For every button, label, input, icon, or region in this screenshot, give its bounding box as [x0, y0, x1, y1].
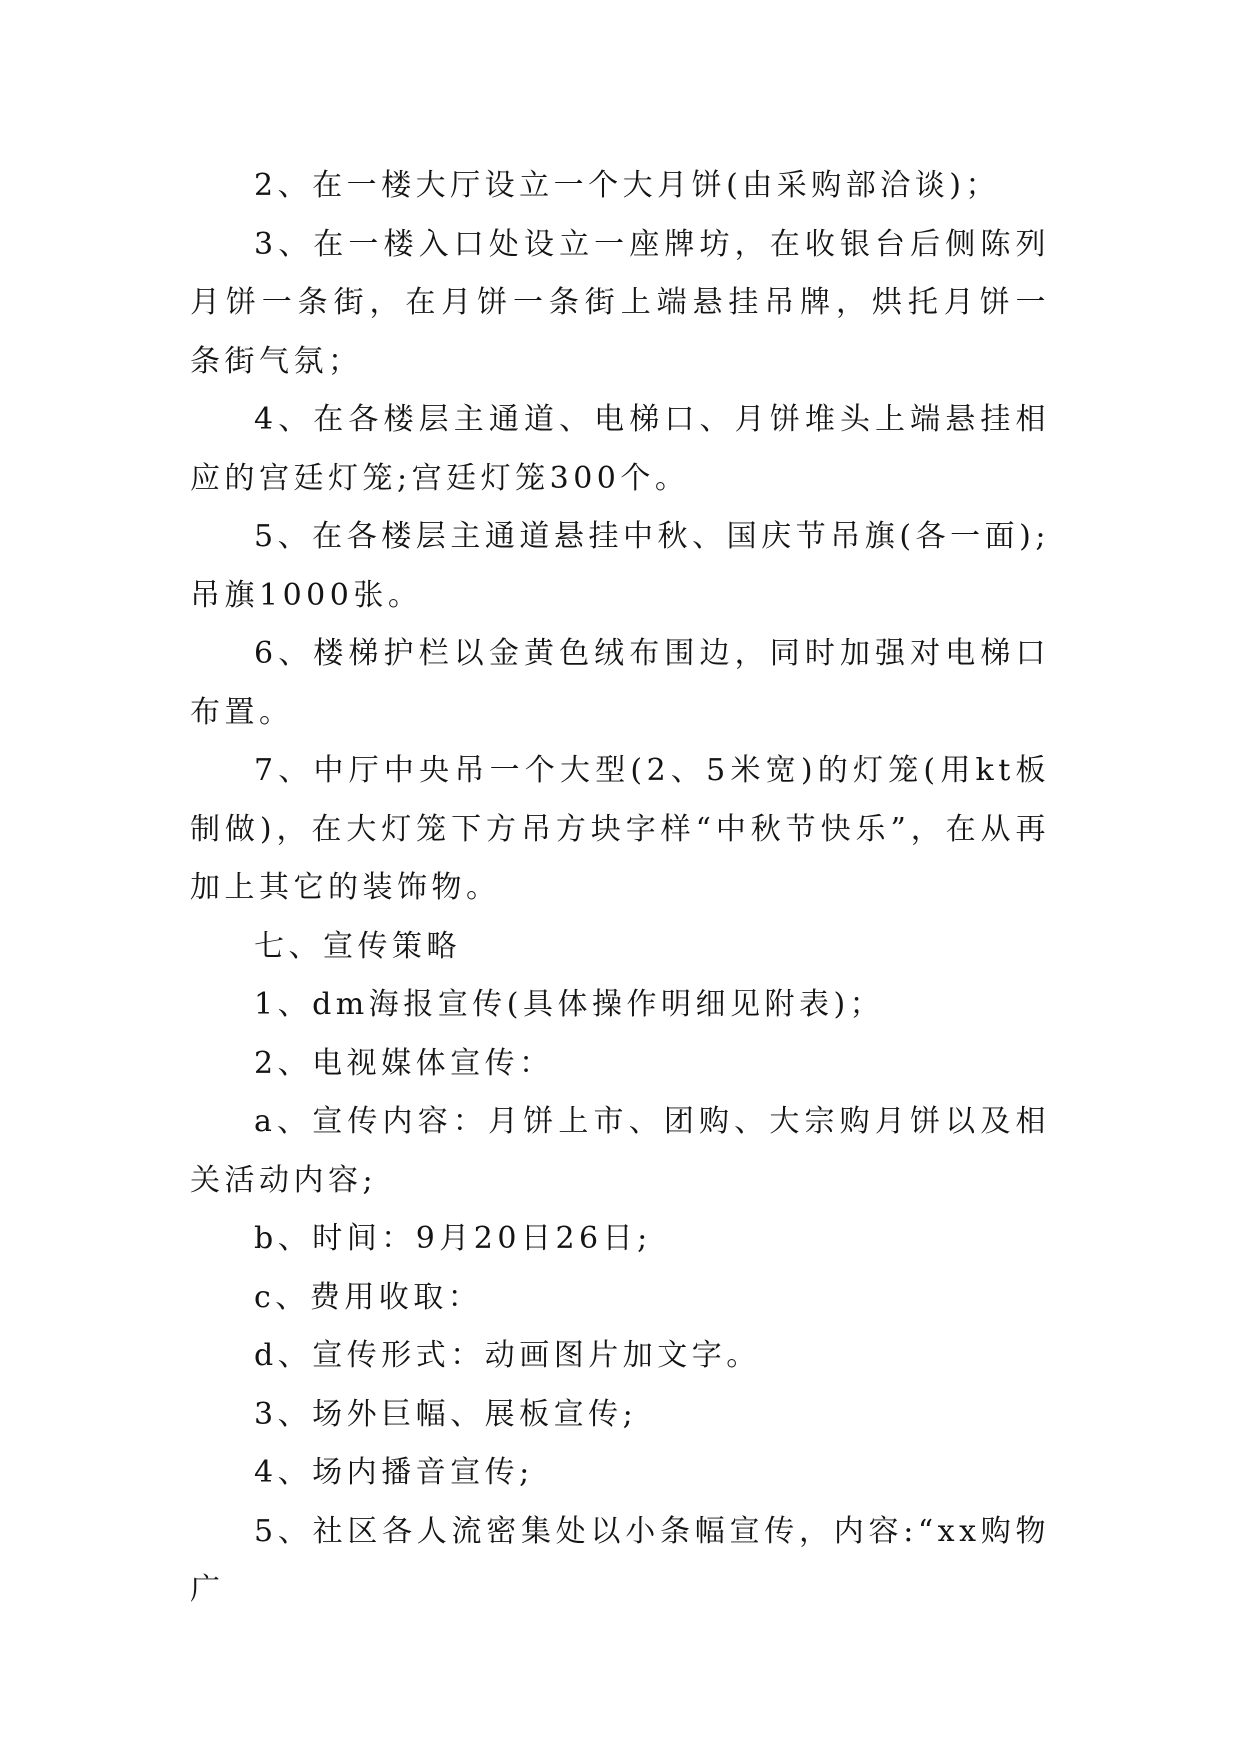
section-heading-publicity: 七、宣传策略 — [254, 928, 461, 964]
paragraph-item-7-big-lantern: 7、中厅中央吊一个大型(2、5米宽)的灯笼(用kt板制做)，在大灯笼下方吊方块字样“中秋节快乐”，在从再加上其它的装饰物。 — [190, 753, 1050, 905]
paragraph-subitem-d-format: d、宣传形式：动画图片加文字。 — [254, 1338, 761, 1373]
paragraph-item-5-hanging-flags: 5、在各楼层主通道悬挂中秋、国庆节吊旗(各一面);吊旗1000张。 — [190, 519, 1050, 613]
paragraph-item-3-outdoor-banner: 3、场外巨幅、展板宣传; — [254, 1396, 638, 1432]
paragraph-item-2-big-mooncake: 2、在一楼大厅设立一个大月饼(由采购部洽谈)； — [254, 168, 1000, 203]
document-body — [190, 157, 1050, 1620]
paragraph-item-4-broadcast: 4、场内播音宣传; — [254, 1455, 534, 1490]
paragraph-subitem-b-time: b、时间：9月20日26日; — [254, 1221, 652, 1256]
paragraph-item-1-dm-poster: 1、dm海报宣传(具体操作明细见附表)； — [254, 987, 885, 1022]
paragraph-subitem-c-fees: c、费用收取： — [254, 1279, 483, 1315]
paragraph-item-2-tv-media: 2、电视媒体宣传： — [254, 1045, 554, 1081]
paragraph-item-6-stair-railing: 6、楼梯护栏以金黄色绒布围边，同时加强对电梯口布置。 — [190, 636, 1050, 730]
paragraph-subitem-a-content: a、宣传内容：月饼上市、团购、大宗购月饼以及相关活动内容; — [190, 1104, 1050, 1198]
paragraph-item-5-community-banner: 5、社区各人流密集处以小条幅宣传，内容:“xx购物广 — [190, 1513, 1050, 1607]
paragraph-item-4-lanterns: 4、在各楼层主通道、电梯口、月饼堆头上端悬挂相应的宫廷灯笼;宫廷灯笼300个。 — [190, 402, 1050, 496]
paragraph-item-3-archway: 3、在一楼入口处设立一座牌坊，在收银台后侧陈列月饼一条街，在月饼一条街上端悬挂吊牌，烘托月饼一条街气氛； — [190, 226, 1050, 379]
